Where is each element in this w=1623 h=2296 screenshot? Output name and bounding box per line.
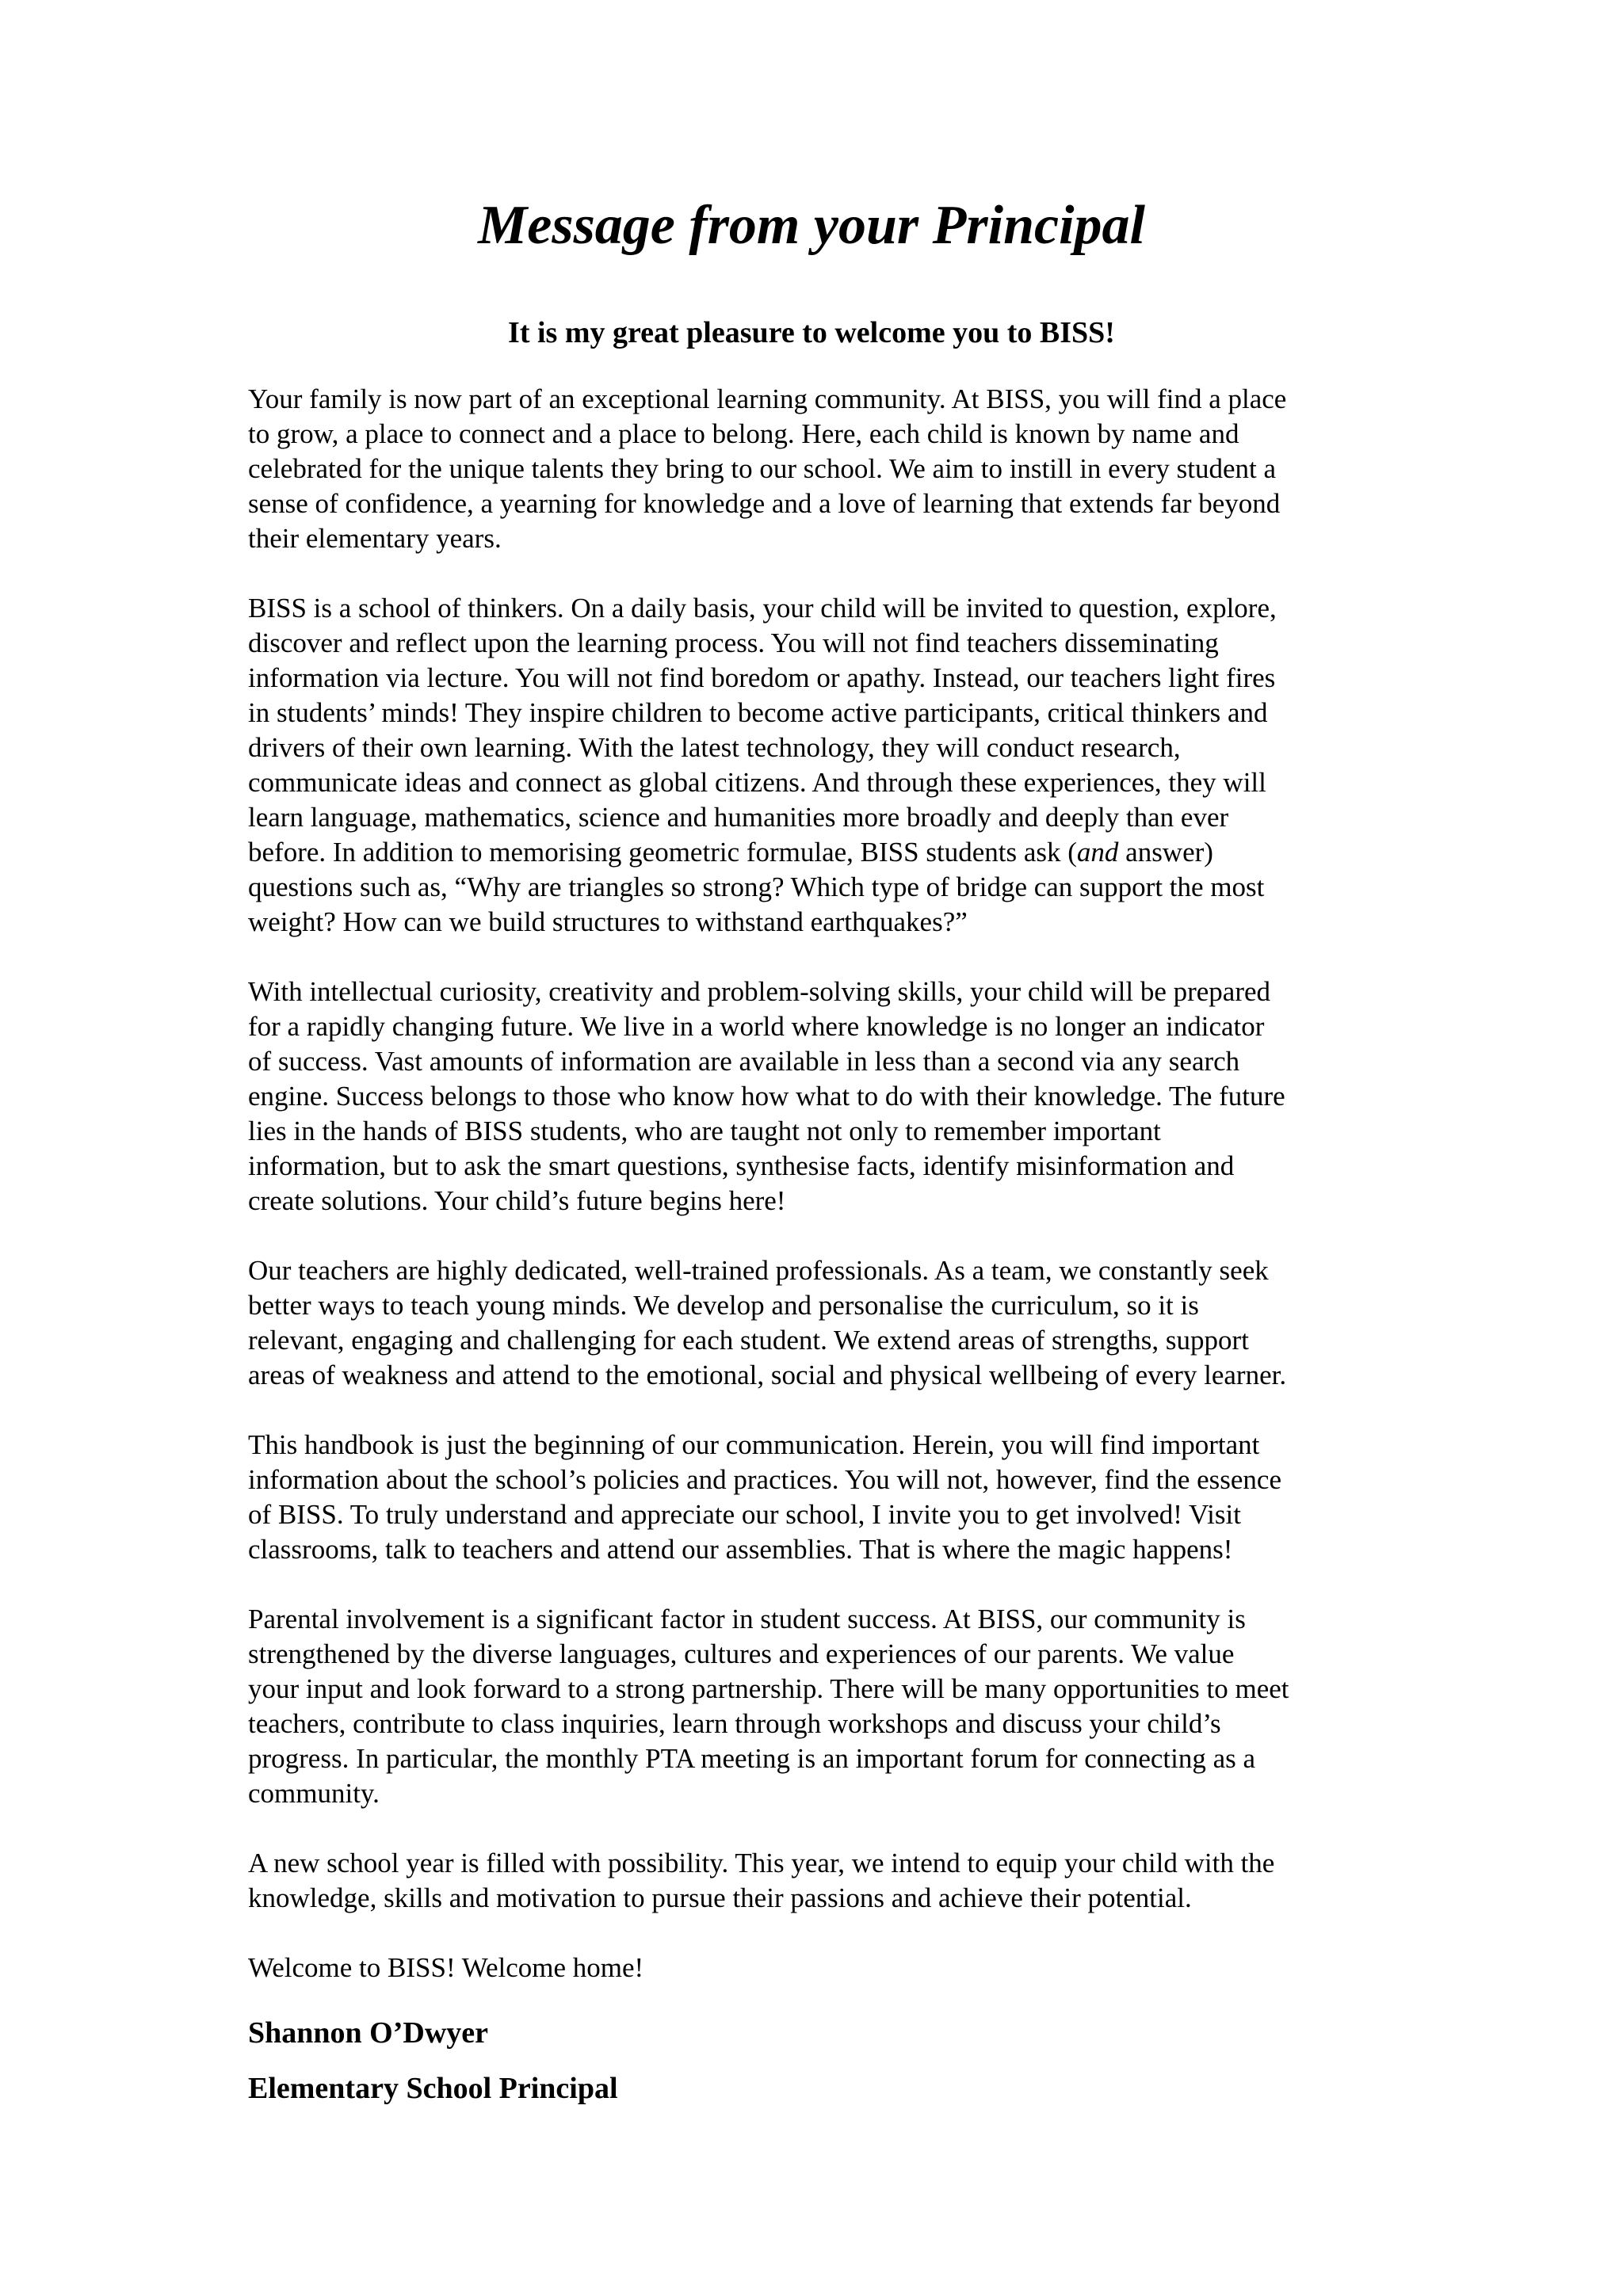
letter-body (248, 382, 1393, 2106)
paragraph-1 (248, 382, 1393, 556)
text-line-with-italic (248, 835, 1393, 870)
text-segment: before. In addition to memorising geometric formulae, BISS students ask ( (248, 837, 1077, 868)
text-line: communicate ideas and connect as global citizens. And through these experiences, they will (248, 767, 1266, 798)
text-line: Parental involvement is a significant factor in student success. At BISS, our community is (248, 1604, 1246, 1634)
text-line: of success. Vast amounts of information are available in less than a second via any search (248, 1046, 1240, 1077)
paragraph-6 (248, 1602, 1393, 1811)
text-line: engine. Success belongs to those who know how what to do with their knowledge. The future (248, 1081, 1285, 1112)
text-line: areas of weakness and attend to the emotional, social and physical wellbeing of every learner. (248, 1360, 1287, 1390)
text-line: drivers of their own learning. With the latest technology, they will conduct research, (248, 732, 1181, 763)
text-line: classrooms, talk to teachers and attend our assemblies. That is where the magic happens! (248, 1534, 1233, 1565)
text-line: This handbook is just the beginning of our communication. Herein, you will find important (248, 1429, 1260, 1460)
text-line: information via lecture. You will not find boredom or apathy. Instead, our teachers light fires (248, 662, 1276, 693)
text-line: Welcome to BISS! Welcome home! (248, 1952, 644, 1983)
text-line: information, but to ask the smart questions, synthesise facts, identify misinformation and (248, 1150, 1235, 1181)
text-line: discover and reflect upon the learning process. You will not find teachers disseminating (248, 627, 1219, 658)
text-line: Your family is now part of an exceptional learning community. At BISS, you will find a place (248, 383, 1287, 414)
text-line: Our teachers are highly dedicated, well-trained professionals. As a team, we constantly seek (248, 1255, 1269, 1286)
paragraph-5 (248, 1428, 1393, 1567)
text-line: With intellectual curiosity, creativity and problem-solving skills, your child will be prepared (248, 976, 1271, 1007)
paragraph-8 (248, 1951, 1393, 1985)
text-line: for a rapidly changing future. We live in a world where knowledge is no longer an indicator (248, 1011, 1265, 1042)
text-segment: answer) (1118, 837, 1213, 868)
text-line: questions such as, “Why are triangles so strong? Which type of bridge can support the most (248, 871, 1265, 902)
text-line: lies in the hands of BISS students, who are taught not only to remember important (248, 1116, 1161, 1146)
paragraph-3 (248, 974, 1393, 1219)
text-line: teachers, contribute to class inquiries, learn through workshops and discuss your child’s (248, 1708, 1221, 1739)
signature-role: Elementary School Principal (248, 2072, 618, 2105)
italic-word: and (1076, 837, 1119, 868)
text-line: sense of confidence, a yearning for knowledge and a love of learning that extends far beyond (248, 488, 1281, 519)
text-line: A new school year is filled with possibility. This year, we intend to equip your child with the (248, 1848, 1275, 1878)
text-line: learn language, mathematics, science and humanities more broadly and deeply than ever (248, 802, 1229, 833)
text-line: information about the school’s policies and practices. You will not, however, find the essence (248, 1464, 1282, 1495)
text-line: strengthened by the diverse languages, cultures and experiences of our parents. We value (248, 1638, 1235, 1669)
text-line: in students’ minds! They inspire children to become active participants, critical thinkers and (248, 697, 1268, 728)
text-line: relevant, engaging and challenging for each student. We extend areas of strengths, support (248, 1325, 1249, 1356)
paragraph-7 (248, 1846, 1393, 1916)
text-line: create solutions. Your child’s future begins here! (248, 1185, 786, 1216)
signature-name: Shannon O’Dwyer (248, 2016, 488, 2050)
text-line: your input and look forward to a strong partnership. There will be many opportunities to meet (248, 1673, 1289, 1704)
text-line: weight? How can we build structures to withstand earthquakes?” (248, 906, 968, 937)
text-line: progress. In particular, the monthly PTA meeting is an important forum for connecting as a (248, 1743, 1256, 1774)
text-line: their elementary years. (248, 523, 502, 554)
page-title: Message from your Principal (478, 195, 1145, 256)
text-line: celebrated for the unique talents they bring to our school. We aim to instill in every student a (248, 453, 1277, 484)
page-subtitle: It is my great pleasure to welcome you to BISS! (508, 316, 1115, 349)
text-line: to grow, a place to connect and a place to belong. Here, each child is known by name and (248, 418, 1239, 449)
text-line: BISS is a school of thinkers. On a daily basis, your child will be invited to question, explore, (248, 593, 1277, 624)
paragraph-2 (248, 591, 1393, 940)
paragraph-4 (248, 1253, 1393, 1393)
text-line: better ways to teach young minds. We develop and personalise the curriculum, so it is (248, 1290, 1199, 1321)
text-line: community. (248, 1778, 380, 1809)
text-line: of BISS. To truly understand and appreciate our school, I invite you to get involved! Visit (248, 1499, 1241, 1530)
text-line: knowledge, skills and motivation to pursue their passions and achieve their potential. (248, 1882, 1192, 1913)
